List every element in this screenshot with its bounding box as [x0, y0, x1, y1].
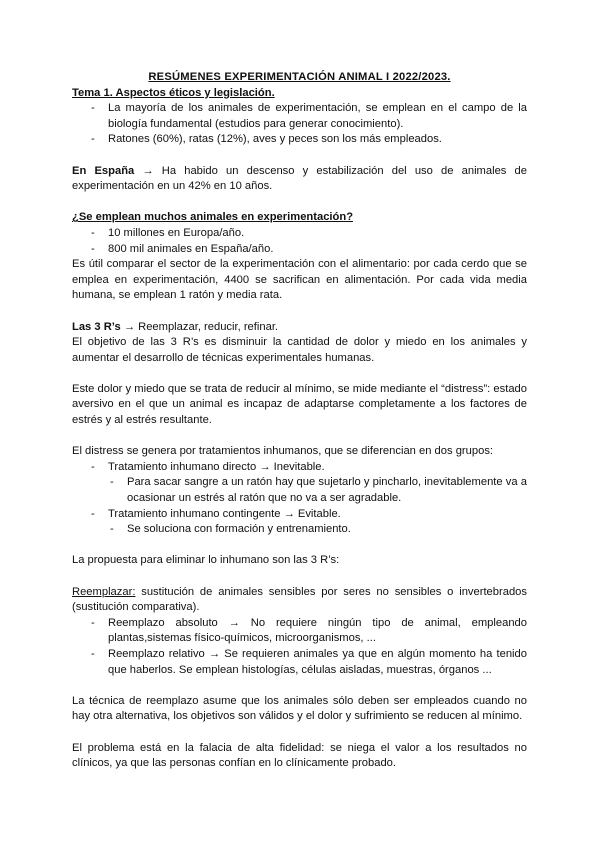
problema-paragraph: El problema está en la falacia de alta fidelidad: se niega el valor a los resultados no clínicos, ya que las personas confían en lo clínicamente probado.: [72, 741, 527, 770]
espana-label: En España: [72, 164, 135, 177]
tres-r-paragraph: [72, 320, 527, 336]
list-item: - Reemplazo absoluto → No requiere ningún tipo de animal, empleando plantas,sistemas físico-químicos, microorganismos, ...: [72, 616, 527, 647]
espana-paragraph: [72, 164, 527, 195]
distress-paragraph: Este dolor y miedo que se trata de reducir al mínimo, se mide mediante el “distress”: estado aversivo en el que un animal es incapaz de adaptarse completamente a los factores de estrés y al estrés resultante.: [72, 382, 527, 427]
list-item: - La mayoría de los animales de experimentación, se emplean en el campo de la biología fundamental (estudios para generar conocimiento).: [72, 101, 527, 132]
list-item: - 800 mil animales en España/año.: [72, 242, 527, 258]
list-item: - Reemplazo relativo → Se requieren animales ya que en algún momento ha tenido que haberlos. Se emplean histologías, células aisladas, muestras, órganos ...: [72, 647, 527, 678]
intro-list: [72, 101, 527, 148]
list-item: - Se soluciona con formación y entrenamiento.: [91, 522, 527, 538]
muchos-list: [72, 226, 527, 257]
reemplazo-list: [72, 616, 527, 678]
directo-text: Tratamiento inhumano directo → Inevitable.: [108, 460, 325, 473]
list-item: - Ratones (60%), ratas (12%), aves y peces son los más empleados.: [72, 132, 527, 148]
directo-sublist: [91, 475, 527, 506]
list-item: [72, 507, 527, 538]
contingente-sublist: [91, 522, 527, 538]
reemplazar-label: Reemplazar:: [72, 585, 136, 598]
muchos-heading: ¿Se emplean muchos animales en experimentación?: [72, 211, 354, 224]
reemplazar-text: sustitución de animales sensibles por seres no sensibles o invertebrados (sustitución comparativa).: [72, 585, 527, 614]
objetivo-paragraph: El objetivo de las 3 R’s es disminuir la cantidad de dolor y miedo en los animales y aumentar el desarrollo de técnicas experimentales humanas.: [72, 336, 527, 364]
tecnica-paragraph: La técnica de reemplazo asume que los animales sólo deben ser empleados cuando no hay otra alternativa, los objetivos son válidos y el dolor y sufrimiento se reducen al mínimo.: [72, 694, 527, 723]
reemplazar-paragraph: [72, 585, 527, 616]
tres-r-label: Las 3 R’s: [72, 320, 121, 333]
tres-r-text: → Reemplazar, reducir, refinar.: [120, 320, 279, 333]
grupos-list: [72, 460, 527, 538]
espana-text: → Ha habido un descenso y estabilización del uso de animales de experimentación en un 42% en 10 años.: [72, 164, 528, 193]
list-item: - Para sacar sangre a un ratón hay que sujetarlo y pincharlo, inevitablemente va a ocasionar un estrés al ratón que no va a ser agradable.: [91, 475, 527, 506]
document-page: [72, 70, 527, 772]
document-title: RESÚMENES EXPERIMENTACIÓN ANIMAL I 2022/2023.: [148, 71, 451, 83]
contingente-text: Tratamiento inhumano contingente → Evitable.: [108, 507, 341, 520]
grupos-paragraph: El distress se genera por tratamientos inhumanos, que se diferencian en dos grupos:: [72, 445, 494, 458]
section-heading-tema-1: Tema 1. Aspectos éticos y legislación.: [72, 86, 275, 99]
muchos-paragraph: Es útil comparar el sector de la experimentación con el alimentario: por cada cerdo que se emplea en experimentación, 4400 se sacrifican en alimentación. Por cada vida media humana, se emplean 1 ratón y media rata.: [72, 258, 527, 302]
list-item: [72, 460, 527, 507]
list-item: - 10 millones en Europa/año.: [72, 226, 527, 242]
propuesta-paragraph: La propuesta para eliminar lo inhumano son las 3 R’s:: [72, 554, 340, 567]
